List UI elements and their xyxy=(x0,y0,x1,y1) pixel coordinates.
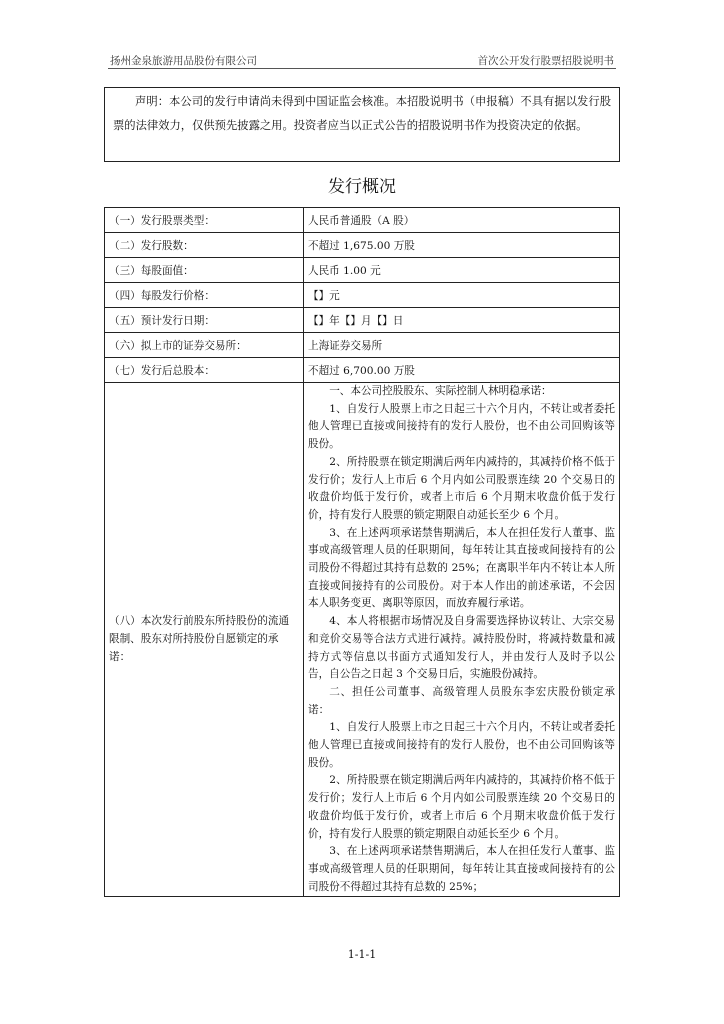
lockup-paragraph: 1、自发行人股票上市之日起三十六个月内，不转让或者委托他人管理已直接或间接持有的发行人股份，也不由公司回购该等股份。 xyxy=(308,402,615,451)
row-value: 人民币 1.00 元 xyxy=(304,258,620,283)
lockup-label: （八）本次发行前股东所持股份的流通限制、股东对所持股份自愿锁定的承诺： xyxy=(105,383,304,897)
table-row xyxy=(105,333,620,358)
table-row xyxy=(105,208,620,233)
lockup-paragraph: 4、本人将根据市场情况及自身需要选择协议转让、大宗交易和竞价交易等合法方式进行减持。减持股份时，将减持数量和减持方式等信息以书面方式通知发行人，并由发行人及时予以公告，自公告之日起 3 个交易日后，实施股份减持。 xyxy=(308,615,615,681)
lockup-paragraph: 二、担任公司董事、高级管理人员股东李宏庆股份锁定承诺： xyxy=(308,685,615,716)
table-row-lockup xyxy=(105,383,620,897)
row-value: 上海证券交易所 xyxy=(304,333,620,358)
page-title: 发行概况 xyxy=(328,177,396,197)
row-label: （五）预计发行日期： xyxy=(105,308,304,333)
disclaimer-box xyxy=(104,87,620,162)
disclaimer-text: 声明：本公司的发行申请尚未得到中国证监会核准。本招股说明书（申报稿）不具有据以发行股票的法律效力，仅供预先披露之用。投资者应当以正式公告的招股说明书作为投资决定的依据。 xyxy=(113,95,611,132)
row-value: 【】元 xyxy=(304,283,620,308)
table-row xyxy=(105,308,620,333)
header-doc-title: 首次公开发行股票招股说明书 xyxy=(477,55,614,67)
row-value: 不超过 1,675.00 万股 xyxy=(304,233,620,258)
table-row xyxy=(105,233,620,258)
row-label: （七）发行后总股本： xyxy=(105,358,304,383)
page-number: 1-1-1 xyxy=(347,948,377,961)
row-value: 不超过 6,700.00 万股 xyxy=(304,358,620,383)
row-label: （一）发行股票类型： xyxy=(105,208,304,233)
lockup-paragraph: 2、所持股票在锁定期满后两年内减持的，其减持价格不低于发行价；发行人上市后 6 个月内如公司股票连续 20 个交易日的收盘价均低于发行价，或者上市后 6 个月期末收盘价低于发行价，持有发行人股票的锁定期限自动延长至少 6 个月。 xyxy=(308,774,615,840)
overview-table xyxy=(104,207,620,897)
row-value: 人民币普通股（A 股） xyxy=(304,208,620,233)
page-header xyxy=(108,52,616,69)
row-label: （四）每股发行价格： xyxy=(105,283,304,308)
row-label: （三）每股面值： xyxy=(105,258,304,283)
lockup-paragraph: 3、在上述两项承诺禁售期满后，本人在担任发行人董事、监事或高级管理人员的任职期间，每年转让其直接或间接持有的公司股份不得超过其持有总数的 25%；在离职半年内不转让本人所直接或间接持有的公司股份。对于本人作出的前述承诺，不会因本人职务变更、离职等原因，而放弃履行承诺。 xyxy=(308,526,615,610)
row-value: 【】年【】月【】日 xyxy=(304,308,620,333)
table-row xyxy=(105,358,620,383)
lockup-paragraph: 一、本公司控股股东、实际控制人林明稳承诺： xyxy=(329,385,552,397)
lockup-paragraph: 2、所持股票在锁定期满后两年内减持的，其减持价格不低于发行价；发行人上市后 6 个月内如公司股票连续 20 个交易日的收盘价均低于发行价，或者上市后 6 个月期末收盘价低于发行价，持有发行人股票的锁定期限自动延长至少 6 个月。 xyxy=(308,455,615,521)
row-label: （六）拟上市的证券交易所： xyxy=(105,333,304,358)
lockup-content xyxy=(304,383,620,897)
row-label: （二）发行股数： xyxy=(105,233,304,258)
lockup-paragraph: 3、在上述两项承诺禁售期满后，本人在担任发行人董事、监事或高级管理人员的任职期间，每年转让其直接或间接持有的公司股份不得超过其持有总数的 25%； xyxy=(308,845,615,893)
lockup-paragraph: 1、自发行人股票上市之日起三十六个月内，不转让或者委托他人管理已直接或间接持有的发行人股份，也不由公司回购该等股份。 xyxy=(308,721,615,769)
header-company: 扬州金泉旅游用品股份有限公司 xyxy=(110,55,257,67)
table-row xyxy=(105,283,620,308)
table-row xyxy=(105,258,620,283)
